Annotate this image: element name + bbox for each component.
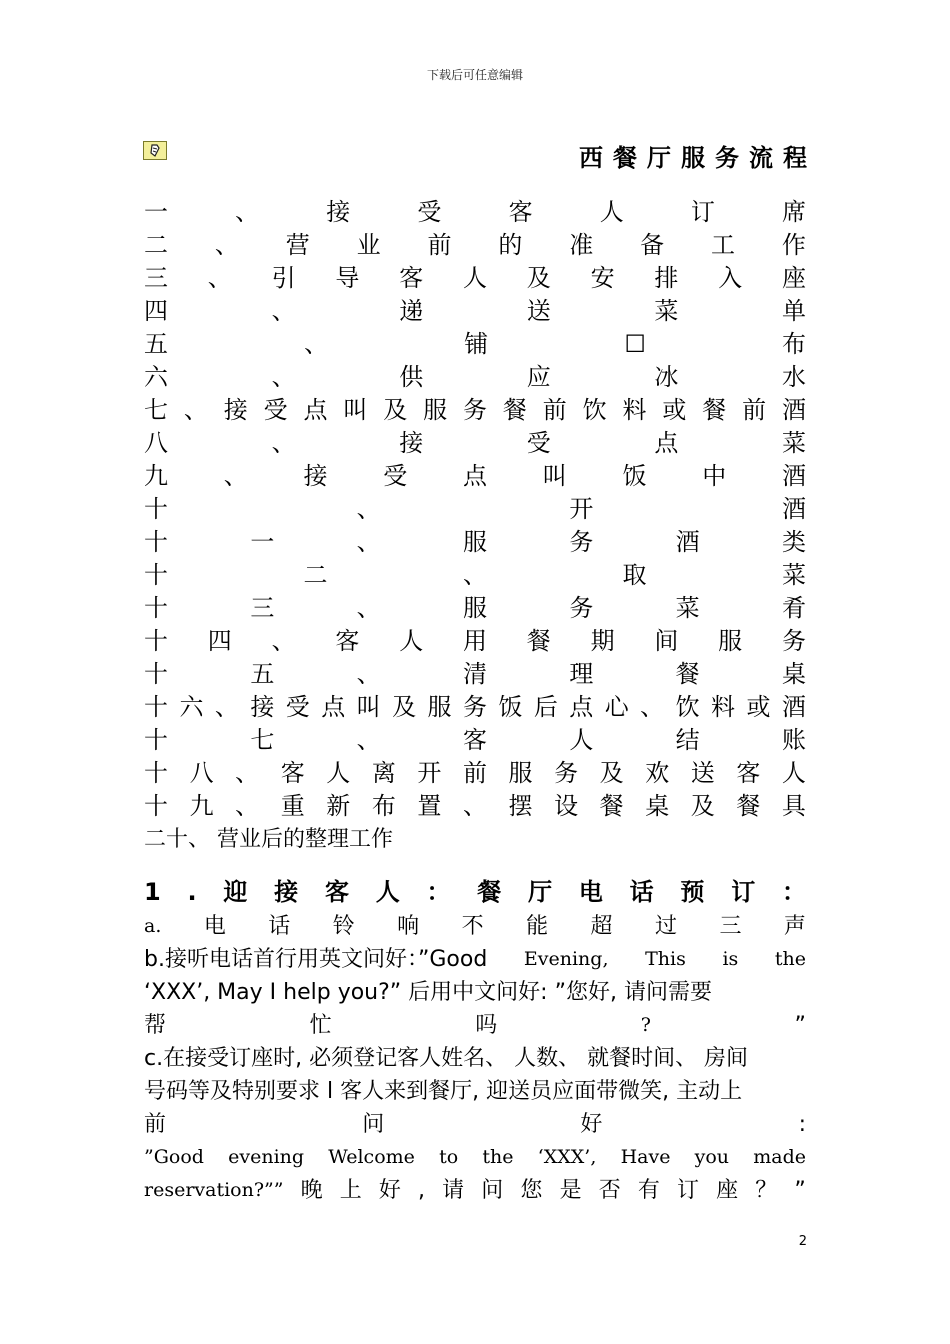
toc-item [144, 229, 806, 262]
toc-item-token: 开 [417, 759, 442, 787]
toc-item-token: 九 [144, 462, 168, 490]
toc-item-token: 类 [781, 528, 806, 556]
toc-item-token: 准 [569, 231, 594, 259]
toc-item [144, 328, 806, 361]
line-token: 过 [654, 914, 677, 939]
line-token: 吗 [475, 1013, 498, 1038]
toc-item-token: 人 [462, 264, 487, 292]
toc-item-token: 前 [742, 396, 767, 424]
toc-item-token: 、 [235, 198, 260, 226]
heading-token: 订 [731, 878, 756, 906]
toc-item-token: 、 [271, 429, 296, 457]
line-token: you [694, 1146, 730, 1168]
toc-item [144, 691, 806, 724]
line-token: 订 [676, 1178, 699, 1203]
toc-item-token: 座 [781, 264, 806, 292]
line-token: 好 [378, 1178, 401, 1203]
line-token: 帮 [144, 1013, 167, 1038]
toc-item-token: 客 [280, 759, 305, 787]
toc-item-token: 、 [207, 264, 232, 292]
toc-item-token: 客 [508, 198, 533, 226]
toc-item [144, 724, 806, 757]
toc-item-token: 务 [463, 396, 487, 424]
toc-item-token: 订 [690, 198, 715, 226]
toc-item-token: 一 [144, 198, 168, 226]
heading-token: ： [781, 878, 806, 906]
toc-item-token: 账 [781, 726, 806, 754]
toc-item [144, 427, 806, 460]
line-token: Have [620, 1146, 671, 1168]
toc-item [144, 526, 806, 559]
line-token: : [798, 1112, 806, 1137]
toc-item-token: 、 [235, 759, 260, 787]
toc-item-token: 工 [711, 231, 735, 259]
toc-item-token: 叫 [343, 396, 368, 424]
line-token: 超 [590, 914, 613, 939]
heading-token: 人 [375, 878, 400, 906]
toc-item-token: 、 [271, 363, 296, 391]
toc-item-token: 点 [321, 693, 346, 721]
toc-item-token: 务 [569, 528, 594, 556]
toc-item-token: 三 [144, 264, 168, 292]
toc-item-token: 酒 [782, 396, 806, 424]
toc-item-token: 受 [417, 198, 442, 226]
toc-item-token: 排 [654, 264, 679, 292]
line-token: ‘XXX’, [537, 1146, 597, 1168]
toc-item-token: 服 [427, 693, 452, 721]
toc-item-token: 、 [183, 396, 208, 424]
toc-item-token: 点 [463, 462, 487, 490]
toc-item-token: 餐 [502, 396, 527, 424]
toc-item-token: 理 [569, 660, 594, 688]
line-token: 不 [461, 914, 484, 939]
toc-item-token: 服 [508, 759, 533, 787]
toc-item [144, 361, 806, 394]
toc-item-token: 料 [711, 693, 735, 721]
toc-item-token: 、 [271, 627, 296, 655]
toc-item [144, 625, 806, 658]
line-token: 能 [526, 914, 549, 939]
toc-item-token: 叫 [542, 462, 567, 490]
line-token: Evening, [523, 948, 609, 970]
toc-item-token: 结 [675, 726, 700, 754]
toc-item-token: 布 [781, 330, 806, 358]
line-token: ” [794, 1013, 806, 1038]
toc-item-token: 、 [271, 297, 296, 325]
line-token: ？ [755, 1178, 778, 1203]
toc-item-token: 后 [533, 693, 558, 721]
toc-item-token: 、 [214, 693, 239, 721]
toc-item-token: 叫 [356, 693, 381, 721]
toc-item-token: 客 [736, 759, 761, 787]
toc-item-token: 导 [335, 264, 360, 292]
heading-token: 话 [629, 878, 654, 906]
toc-item-token: 入 [718, 264, 743, 292]
toc-item-token: 餐 [526, 627, 551, 655]
toc-item-token: 中 [702, 462, 727, 490]
line-token: 有 [637, 1178, 660, 1203]
toc-item-token: 、 [356, 594, 381, 622]
toc-item-token: 、 [223, 462, 248, 490]
toc-item [144, 262, 806, 295]
paragraph-line: ‘XXX’, May I help you?” 后用中文问好: ”您好, 请问需要 [144, 980, 712, 1005]
toc-item-token: 应 [526, 363, 551, 391]
line-token: 是 [559, 1178, 582, 1203]
toc-item-token: 、 [462, 792, 487, 820]
toc-item-token: 菜 [675, 594, 700, 622]
toc-item [144, 592, 806, 625]
toc-item-token: 及 [599, 759, 624, 787]
line-token: to [439, 1146, 459, 1168]
toc-item-token: 人 [781, 759, 806, 787]
toc-item-token: 离 [371, 759, 396, 787]
toc-item-token: 客 [462, 726, 487, 754]
toc-item-token: 七 [144, 396, 168, 424]
toc-item-token: 席 [781, 198, 806, 226]
toc-item-token: 营 [285, 231, 310, 259]
toc-item-token: 及 [392, 693, 417, 721]
toc-item-token: 人 [399, 627, 424, 655]
toc-item-token: 供 [399, 363, 424, 391]
line-token: 声 [783, 914, 806, 939]
toc-item-token: 及 [526, 264, 551, 292]
toc-item-token: 新 [326, 792, 351, 820]
toc-item-token: 受 [526, 429, 551, 457]
toc-item [144, 295, 806, 328]
toc-item-token: 冰 [654, 363, 679, 391]
toc-item-token: 一 [250, 528, 275, 556]
toc-item-token: 接 [303, 462, 328, 490]
toc-item-token: 五 [250, 660, 275, 688]
line-token: evening [228, 1146, 305, 1168]
paragraph-line [144, 1009, 806, 1042]
toc-item-token: 菜 [654, 297, 679, 325]
toc-item-token: 服 [462, 594, 487, 622]
paragraph-line: c.在接受订座时, 必须登记客人姓名、 人数、 就餐时间、 房间 [144, 1046, 749, 1071]
toc-item [144, 790, 806, 823]
toc-item-token: 四 [144, 297, 168, 325]
toc-item-token: 清 [462, 660, 487, 688]
heading-token: 1 [144, 878, 161, 906]
toc-item [144, 658, 806, 691]
toc-item-token: 重 [280, 792, 305, 820]
paragraph-line [144, 1141, 806, 1174]
toc-item-token: 十 [144, 693, 168, 721]
heading-token: 迎 [223, 878, 248, 906]
section-heading [144, 874, 806, 910]
toc-item-token: 开 [569, 495, 594, 523]
line-token: a. [144, 915, 162, 937]
toc-item-token: 十 [144, 594, 168, 622]
heading-token: . [187, 878, 197, 906]
line-token: 响 [397, 914, 420, 939]
toc-item-token: 酒 [781, 495, 806, 523]
line-token: the [482, 1146, 514, 1168]
line-token: 否 [598, 1178, 621, 1203]
toc-item-token: 饭 [622, 462, 647, 490]
line-token: 问 [481, 1178, 504, 1203]
line-token: 好 [580, 1112, 603, 1137]
toc-item-token: 九 [189, 792, 214, 820]
paragraph-line [144, 910, 806, 943]
toc-item [144, 757, 806, 790]
toc-item-token: 餐 [675, 660, 700, 688]
toc-item-token: 二 [144, 231, 168, 259]
toc-item-token: 桌 [645, 792, 670, 820]
toc-item-token: 前 [427, 231, 452, 259]
toc-item-token: 人 [326, 759, 351, 787]
toc-item-token: 点 [654, 429, 679, 457]
toc-item-token: 人 [569, 726, 594, 754]
toc-item-token: 前 [462, 759, 487, 787]
line-token: 前 [144, 1112, 167, 1137]
toc-item-token: 及 [690, 792, 715, 820]
toc-item-token: 取 [622, 561, 647, 589]
toc-item-token: 、 [356, 495, 381, 523]
line-token: made [753, 1146, 806, 1168]
line-token: Welcome [328, 1146, 415, 1168]
toc-item-token: 七 [250, 726, 275, 754]
line-token: reservation?”” [144, 1179, 284, 1201]
toc-item-token: 作 [781, 231, 806, 259]
toc-item-token: 三 [250, 594, 275, 622]
toc-item-token: 酒 [675, 528, 700, 556]
toc-item [144, 196, 806, 229]
line-token: ”Good [144, 1146, 204, 1168]
toc-item-token: 接 [250, 693, 275, 721]
line-token: 话 [268, 914, 291, 939]
toc-item-token: 务 [462, 693, 487, 721]
toc-item-token: 餐 [736, 792, 761, 820]
toc-item-token: 间 [654, 627, 679, 655]
toc-item-token: 十 [144, 792, 168, 820]
heading-token: 餐 [477, 878, 502, 906]
toc-item-token: 、 [640, 693, 665, 721]
toc-item-token: 点 [569, 693, 594, 721]
toc-item-token: 、 [235, 792, 260, 820]
line-token: 问 [362, 1112, 385, 1137]
line-token: 忙 [309, 1013, 332, 1038]
toc-item-token: 、 [463, 561, 487, 589]
toc-item-token: 、 [356, 726, 381, 754]
toc-item-token: 肴 [781, 594, 806, 622]
paragraph-line [144, 1174, 806, 1207]
toc-item-token: 、 [304, 330, 329, 358]
toc-item-token: 置 [417, 792, 442, 820]
toc-item-token: 八 [144, 429, 168, 457]
toc-item-token: 点 [303, 396, 328, 424]
toc-item-token: 十 [144, 627, 168, 655]
toc-item-token: 饭 [498, 693, 523, 721]
toc-item-token: 服 [462, 528, 487, 556]
toc-item-token: 及 [383, 396, 408, 424]
toc-item-token: 十 [144, 528, 168, 556]
toc-item [144, 394, 806, 427]
toc-item-token: 饮 [582, 396, 607, 424]
toc-item-token: 的 [498, 231, 523, 259]
toc-item-token: 送 [526, 297, 551, 325]
toc-item-token: 设 [554, 792, 579, 820]
heading-token: ： [426, 878, 451, 906]
toc-item-token: 客 [399, 264, 424, 292]
line-token: 您 [520, 1178, 543, 1203]
toc-item-token: 务 [554, 759, 579, 787]
toc-item-token: 递 [399, 297, 424, 325]
toc-item-token: 六 [144, 363, 168, 391]
heading-token: 电 [578, 878, 603, 906]
heading-token: 接 [274, 878, 299, 906]
toc-item-token: 六 [179, 693, 204, 721]
line-token: 三 [719, 914, 742, 939]
line-token: 电 [203, 914, 226, 939]
toc-item-token: 务 [569, 594, 594, 622]
toc-item-token: 或 [746, 693, 771, 721]
toc-item-token: 受 [383, 462, 408, 490]
toc-item-token: 接 [326, 198, 351, 226]
toc-item-token: 引 [271, 264, 296, 292]
line-token: 请 [442, 1178, 465, 1203]
toc-item-token: 十 [144, 726, 168, 754]
line-token: b.接听电话首行用英文问好：”Good [144, 947, 488, 972]
toc-item-token: 接 [399, 429, 424, 457]
line-token: is [722, 948, 739, 970]
toc-item-token: 布 [371, 792, 396, 820]
toc-item-token: 饮 [675, 693, 700, 721]
line-token: This [645, 948, 686, 970]
toc-item-token: 单 [781, 297, 806, 325]
toc-item-token: 务 [781, 627, 806, 655]
line-token: ” [794, 1178, 806, 1203]
line-token: 上 [339, 1178, 362, 1203]
toc-item-token: 心 [604, 693, 629, 721]
toc-item-token: 客 [335, 627, 360, 655]
toc-item-token: 人 [599, 198, 624, 226]
body-text [144, 874, 806, 1207]
toc-item-token: 安 [590, 264, 615, 292]
toc-item-token: 料 [622, 396, 647, 424]
table-of-contents [144, 196, 806, 856]
toc-item-token: 、 [214, 231, 239, 259]
toc-item-token: 十 [144, 495, 168, 523]
toc-item-token: 服 [423, 396, 448, 424]
toc-item-token: 铺 [464, 330, 489, 358]
toc-item-token: 备 [640, 231, 665, 259]
line-token: 座 [716, 1178, 739, 1203]
toc-item-token: 十 [144, 660, 168, 688]
document-icon [143, 141, 167, 160]
toc-item: 二十、 营业后的整理工作 [144, 827, 393, 852]
toc-item-token: 水 [781, 363, 806, 391]
toc-item-token: 、 [356, 660, 381, 688]
paragraph-line [144, 943, 806, 976]
line-token: , [418, 1178, 426, 1203]
toc-item-token: 餐 [702, 396, 727, 424]
toc-item [144, 493, 806, 526]
toc-item-token: 十 [144, 561, 168, 589]
page-title: 西餐厅服务流程 [579, 144, 817, 172]
page-header: 下载后可任意编辑 [426, 68, 523, 82]
paragraph-line: 号码等及特别要求 l 客人来到餐厅, 迎送员应面带微笑, 主动上 [144, 1079, 743, 1104]
toc-item-token: 服 [718, 627, 743, 655]
toc-item-token: 四 [207, 627, 232, 655]
line-token: the [774, 948, 806, 970]
toc-item-token: 菜 [782, 561, 806, 589]
toc-item-token: 用 [462, 627, 487, 655]
toc-item-token: 业 [356, 231, 381, 259]
paragraph-line [144, 1108, 806, 1141]
toc-item-token: 酒 [781, 693, 806, 721]
toc-item-token: 具 [781, 792, 806, 820]
toc-item-token: 菜 [781, 429, 806, 457]
toc-item-token: 十 [144, 759, 168, 787]
toc-item-token: 或 [662, 396, 687, 424]
line-token: 晚 [300, 1178, 323, 1203]
heading-token: 预 [680, 878, 705, 906]
toc-item-token: 摆 [508, 792, 533, 820]
toc-item-token: 二 [303, 561, 328, 589]
toc-item-token: 八 [189, 759, 214, 787]
heading-token: 厅 [528, 878, 553, 906]
toc-item-token: 期 [590, 627, 615, 655]
toc-item-token: 餐 [599, 792, 624, 820]
heading-token: 客 [324, 878, 349, 906]
toc-item-token: 、 [356, 528, 381, 556]
toc-item [144, 460, 806, 493]
toc-item [144, 559, 806, 592]
toc-item-token: 前 [542, 396, 567, 424]
toc-item-token: 欢 [645, 759, 670, 787]
toc-item-token: 接 [223, 396, 248, 424]
toc-item-token: 五 [144, 330, 168, 358]
toc-item-token: 桌 [781, 660, 806, 688]
line-token: 铃 [332, 914, 355, 939]
page-number: 2 [798, 1234, 807, 1249]
toc-item-token: 受 [263, 396, 288, 424]
line-token: ? [640, 1014, 651, 1036]
toc-item-token: ☐ [624, 330, 646, 358]
toc-item-token: 酒 [782, 462, 806, 490]
toc-item-token: 送 [690, 759, 715, 787]
toc-item-token: 受 [285, 693, 310, 721]
